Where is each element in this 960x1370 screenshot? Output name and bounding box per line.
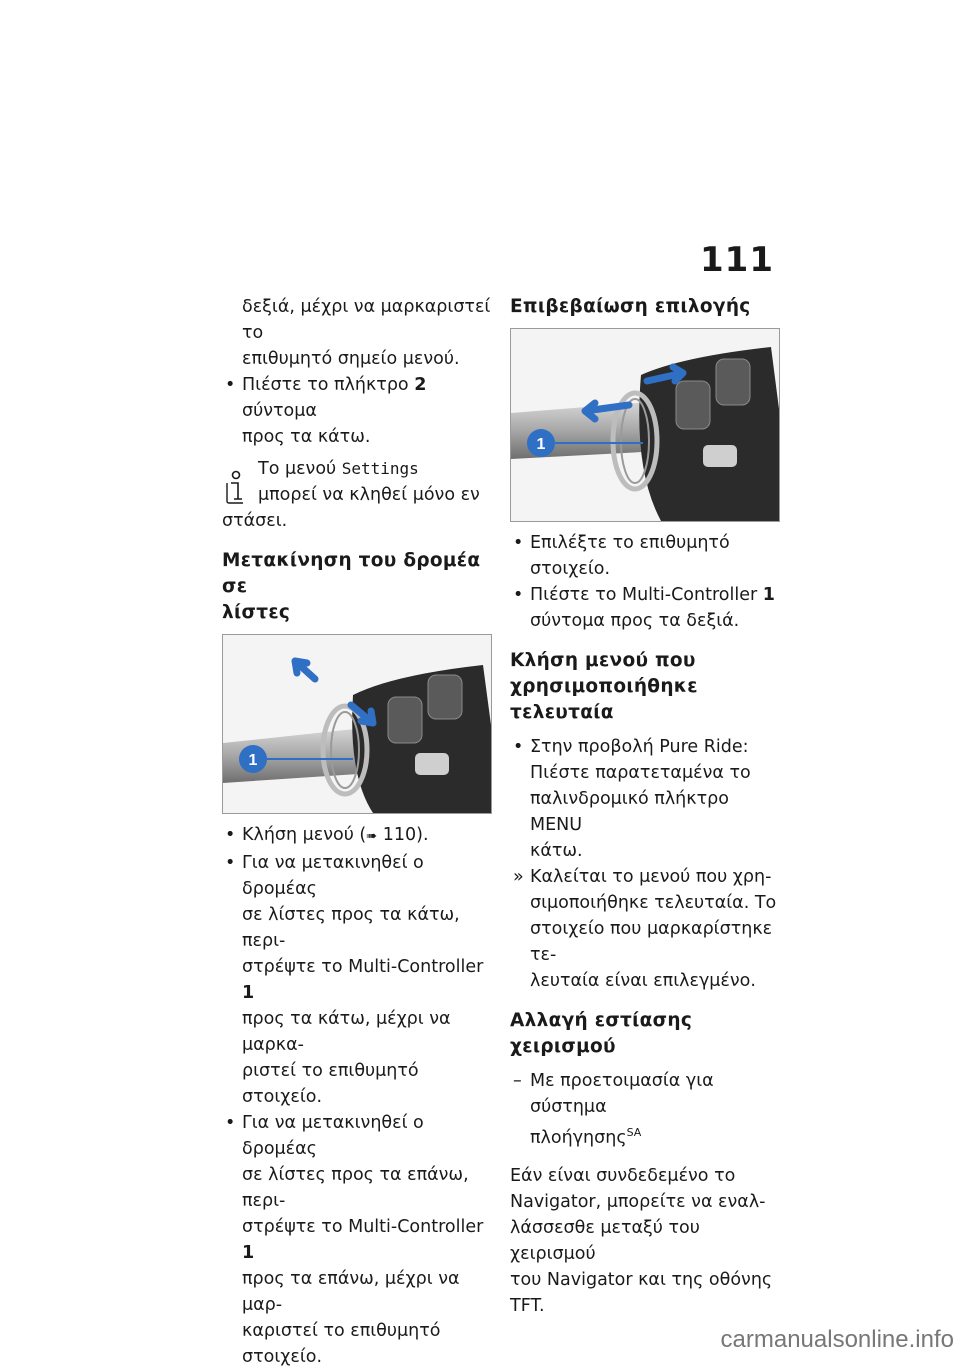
bullet-marker: • [225,825,236,845]
info-note: Το μενού Settings μπορεί να κληθεί μόνο εν στάσει. [222,459,480,531]
menu-button [676,381,710,429]
list-item: • Για να μετακινηθεί ο δρομέας σε λίστες προς τα επάνω, περι- στρέψτε το Multi-Controller 1 προς τα επάνω, μέχρι να μαρ- καριστεί το επιθυμητό στοιχείο. [222,1110,498,1370]
home-button [428,675,462,719]
paragraph: Εάν είναι συνδεδεμένο το Navigator, μπορείτε να εναλ- λάσσεσθε μεταξύ του χειρισμού του Navigator και της οθόνης TFT. [510,1165,773,1316]
list-item: • Πιέστε το Multi-Controller 1 σύντομα προς τα δεξιά. [510,582,786,634]
callout-number: 1 [536,436,546,453]
home-button [716,359,750,405]
list-item: • Για να μετακινηθεί ο δρομέας σε λίστες προς τα κάτω, περι- στρέψτε το Multi-Controller 1 προς τα κάτω, μέχρι να μαρκα- ριστεί το επιθυμητό στοιχείο. [222,850,498,1110]
bullet-marker: • [225,375,236,395]
prerequisite-item: – Με προετοιμασία για σύστημα πλοήγησης$^{SA}$ [510,1068,786,1151]
right-column [510,294,786,1319]
section-heading: Μετακίνηση του δρομέα σε λίστες [222,550,481,623]
switch-housing [639,347,779,521]
page-number: 111 [700,240,774,280]
bullet-marker: • [225,853,236,873]
dash-marker: – [513,1071,522,1091]
callout-number: 1 [248,752,258,769]
reference-arrow-icon: ➠ [366,829,378,844]
handlebar-figure-rotate [222,634,492,814]
bullet-marker: • [513,533,524,553]
bullet-marker: • [225,1113,236,1133]
bullet-marker: • [513,585,524,605]
bullet-marker: • [513,737,524,757]
left-column [222,294,498,1370]
result-marker: » [513,867,524,887]
section-heading: Κλήση μενού που χρησιμοποιήθηκε τελευταία [510,650,698,723]
watermark: carmanualsonline.info [720,1326,954,1353]
special-accessory-badge: SA [626,1126,642,1139]
toggle-switch [415,753,449,775]
list-item: • Πιέστε το πλήκτρο 2 σύντομα προς τα κάτω. [222,372,498,450]
switch-housing [352,665,491,813]
list-item: • Στην προβολή Pure Ride: Πιέστε παρατεταμένα το παλινδρομικό πλήκτρο MENU κάτω. [510,734,786,864]
continued-text: δεξιά, μέχρι να μαρκαριστεί το επιθυμητό σημείο μενού. [242,297,491,369]
result-item: » Καλείται το μενού που χρη- σιμοποιήθηκε τελευταία. Το στοιχείο που μαρκαρίστηκε τε- λευταία είναι επιλεγμένο. [510,864,786,994]
toggle-switch [703,445,737,467]
handlebar-figure-confirm [510,328,780,522]
list-item: • Επιλέξτε το επιθυμητό στοιχείο. [510,530,786,582]
info-icon [224,470,248,504]
section-heading: Επιβεβαίωση επιλογής [510,296,751,317]
menu-button [388,697,422,743]
section-heading: Αλλαγή εστίασης χειρισμού [510,1010,693,1057]
list-item: • Κλήση μενού (➠ 110). [222,822,498,850]
